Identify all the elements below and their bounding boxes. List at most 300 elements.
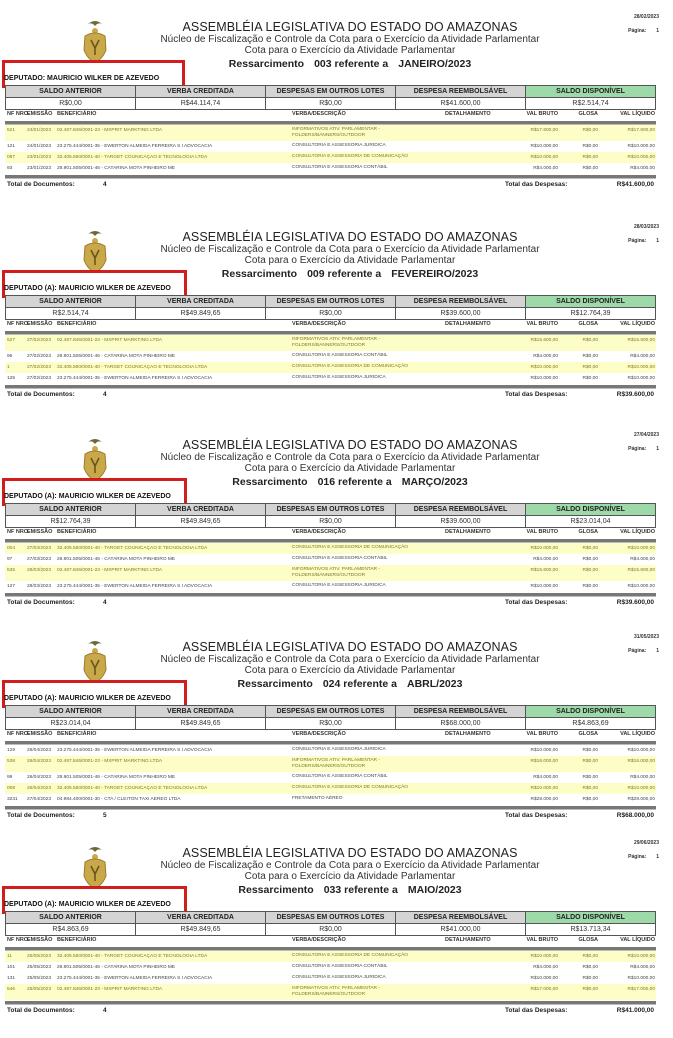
glosa-value: R$0,00: [582, 144, 598, 149]
summary-value-cell: R$39.600,00: [396, 516, 526, 528]
column-header: GLOSA: [578, 529, 598, 535]
column-header: DETALHAMENTO: [445, 731, 491, 737]
net-value: R$10.000,00: [627, 546, 655, 551]
summary-header-cell: VERBA CREDITADA: [136, 86, 266, 98]
report-meta: [628, 14, 659, 34]
column-header: VAL BRUTO: [526, 321, 558, 327]
emission-date: 26/04/2023: [27, 759, 52, 764]
gross-value: R$10.000,00: [530, 546, 558, 551]
summary-header-cell: DESPESAS EM OUTROS LOTES: [266, 296, 396, 308]
glosa-value: R$0,00: [582, 786, 598, 791]
beneficiary: 23.275.444/0001-35 - EWERTON ALMEIDA FERREIRA S I ADVOCACIA: [57, 376, 213, 381]
glosa-value: R$0,00: [582, 965, 598, 970]
glosa-value: R$0,00: [582, 748, 598, 753]
column-header: EMISSÃO: [27, 937, 53, 943]
report-page: [0, 222, 673, 422]
summary-header-row: [6, 296, 656, 308]
table-row: [5, 163, 656, 174]
glosa-value: R$0,00: [582, 338, 598, 343]
emission-date: 25/05/2023: [27, 976, 52, 981]
emission-date: 26/04/2023: [27, 748, 52, 753]
beneficiary: 04.984.400/0001-30 - CTA / CLEITON TAXI AEREO LTDA: [57, 797, 181, 802]
summary-header-cell: DESPESA REEMBOLSÁVEL: [396, 706, 526, 718]
expense-description: INFORMATIVOS ATIV. PARLAMENTAR - FOLDERS/BANNERS/OUTDOOR: [292, 127, 380, 138]
column-header: BENEFICIÁRIO: [57, 529, 97, 535]
summary-header-row: [6, 706, 656, 718]
column-header: VERBA/DESCRIÇÃO: [292, 529, 346, 535]
deputy-name: DEPUTADO (A): MAURICIO WILKER DE AZEVEDO: [4, 695, 171, 702]
deputy-highlight-box: [2, 680, 187, 708]
net-value: R$4.000,00: [630, 775, 655, 780]
column-header: GLOSA: [578, 321, 598, 327]
table-row: [5, 973, 656, 984]
gross-value: R$15.600,00: [530, 568, 558, 573]
coat-of-arms-icon: [80, 18, 110, 64]
total-docs-label: Total de Documentos:: [7, 181, 75, 188]
glosa-value: R$0,00: [582, 584, 598, 589]
report-footer: [5, 1007, 656, 1017]
expense-description: INFORMATIVOS ATIV. PARLAMENTAR - FOLDERS/BANNERS/OUTDOOR: [292, 567, 380, 578]
beneficiary: 23.275.444/0001-35 - EWERTON ALMEIDA FERREIRA S I ADVOCACIA: [57, 976, 213, 981]
net-value: R$17.000,00: [627, 987, 655, 992]
column-header: BENEFICIÁRIO: [57, 111, 97, 117]
nf-number: 99: [7, 775, 13, 780]
column-header: NF NRO.: [7, 937, 30, 943]
glosa-value: R$0,00: [582, 954, 598, 959]
emission-date: 27/02/2023: [27, 376, 52, 381]
nf-number: 3231: [7, 797, 18, 802]
table-row: [5, 565, 656, 581]
institution-title: ASSEMBLÉIA LEGISLATIVA DO ESTADO DO AMAZONAS: [182, 230, 518, 244]
report-footer: [5, 599, 656, 609]
summary-header-cell: DESPESA REEMBOLSÁVEL: [396, 86, 526, 98]
summary-value-cell: R$68.000,00: [396, 718, 526, 730]
institution-title: ASSEMBLÉIA LEGISLATIVA DO ESTADO DO AMAZONAS: [182, 846, 518, 860]
column-header: VERBA/DESCRIÇÃO: [292, 111, 346, 117]
summary-value-row: [6, 718, 656, 730]
glosa-value: R$0,00: [582, 354, 598, 359]
expense-description: CONSULTORIA E ASSESSORIA DE COMUNICAÇÃO: [292, 785, 409, 790]
beneficiary: 02.487.846/0001-23 - MXPRIT MARKTING LTDA: [57, 568, 163, 573]
report-meta: [628, 432, 659, 452]
summary-header-cell: SALDO DISPONÍVEL: [526, 296, 656, 308]
ressarcimento-line: [140, 58, 560, 70]
ressarcimento-line: [140, 678, 560, 690]
summary-value-cell: R$0,00: [266, 516, 396, 528]
table-row: [5, 962, 656, 973]
ressarcimento-period: MARÇO/2023: [401, 476, 468, 488]
column-header: EMISSÃO: [27, 111, 53, 117]
ressarcimento-number: 003 referente a: [314, 58, 389, 70]
summary-header-cell: SALDO ANTERIOR: [6, 504, 136, 516]
net-value: R$10.000,00: [627, 748, 655, 753]
expense-description: CONSULTORIA E ASSESSORIA CONTÁBIL: [292, 556, 388, 561]
ressarcimento-label: Ressarcimento: [221, 268, 298, 280]
summary-header-cell: SALDO ANTERIOR: [6, 296, 136, 308]
title-block: [140, 438, 560, 488]
total-desp-value: R$39.600,00: [616, 391, 654, 398]
footer-rule: [5, 175, 656, 179]
net-value: R$10.000,00: [627, 144, 655, 149]
nf-number: 131: [7, 976, 16, 981]
beneficiary: 28.901.505/0001-46 - CATARINA MOTA PINHEIRO ME: [57, 557, 176, 562]
glosa-value: R$0,00: [582, 775, 598, 780]
gross-value: R$4.000,00: [533, 557, 558, 562]
table-row: [5, 554, 656, 565]
total-docs-label: Total de Documentos:: [7, 1007, 75, 1014]
deputy-highlight-box: [2, 60, 185, 88]
nf-number: 538: [7, 759, 16, 764]
summary-value-row: [6, 924, 656, 936]
beneficiary: 02.487.846/0001-23 - MXPRIT MARKTING LTDA: [57, 128, 163, 133]
total-docs-value: 4: [103, 599, 107, 606]
deputy-highlight-box: [2, 478, 187, 506]
summary-value-cell: R$23.014,04: [6, 718, 136, 730]
net-value: R$10.000,00: [627, 786, 655, 791]
beneficiary: 28.901.505/0001-46 - CATARINA MOTA PINHEIRO ME: [57, 965, 176, 970]
ressarcimento-line: [140, 476, 560, 488]
column-header: VAL BRUTO: [526, 731, 558, 737]
beneficiary: 33.405.550/0001-40 - TARGET COUNICAÇAO E TECNOLOGIA LTDA: [57, 546, 208, 551]
ressarcimento-line: [140, 884, 560, 896]
gross-value: R$10.000,00: [530, 748, 558, 753]
column-header: BENEFICIÁRIO: [57, 937, 97, 943]
expense-description: CONSULTORIA E ASSESSORIA CONTÁBIL: [292, 165, 388, 170]
summary-value-row: [6, 98, 656, 110]
total-desp-label: Total das Despesas:: [505, 599, 568, 606]
glosa-value: R$0,00: [582, 987, 598, 992]
summary-value-cell: R$49.849,65: [136, 516, 266, 528]
emission-date: 27/02/2023: [27, 338, 52, 343]
net-value: R$4.000,00: [630, 166, 655, 171]
page-number: 1: [656, 854, 659, 860]
deputy-highlight-box: [2, 886, 187, 914]
glosa-value: R$0,00: [582, 376, 598, 381]
summary-header-cell: SALDO DISPONÍVEL: [526, 504, 656, 516]
summary-value-cell: R$0,00: [266, 98, 396, 110]
column-header: DETALHAMENTO: [445, 937, 491, 943]
nf-number: 546: [7, 987, 16, 992]
net-value: R$17.600,00: [627, 128, 655, 133]
report-date: 28/02/2023: [633, 14, 659, 20]
deputy-name: DEPUTADO (A): MAURICIO WILKER DE AZEVEDO: [4, 901, 171, 908]
report-meta: [628, 224, 659, 244]
title-block: [140, 20, 560, 70]
column-header: EMISSÃO: [27, 731, 53, 737]
summary-header-cell: SALDO ANTERIOR: [6, 86, 136, 98]
title-block: [140, 230, 560, 280]
beneficiary: 33.405.550/0001-40 - TARGET COUNICAÇAO E TECNOLOGIA LTDA: [57, 155, 208, 160]
page-label: Página:: [628, 854, 647, 860]
items-column-headers: [5, 937, 656, 947]
footer-rule: [5, 806, 656, 810]
gross-value: R$4.000,00: [533, 354, 558, 359]
nf-number: 521: [7, 128, 16, 133]
report-footer: [5, 391, 656, 401]
emission-date: 25/05/2023: [27, 954, 52, 959]
summary-header-cell: DESPESA REEMBOLSÁVEL: [396, 912, 526, 924]
beneficiary: 23.275.444/0001-35 - EWERTON ALMEIDA FERREIRA S I ADVOCACIA: [57, 584, 213, 589]
beneficiary: 28.901.505/0001-46 - CATARINA MOTA PINHEIRO ME: [57, 354, 176, 359]
column-header: VERBA/DESCRIÇÃO: [292, 731, 346, 737]
items-table: [5, 125, 656, 174]
ressarcimento-period: JANEIRO/2023: [398, 58, 472, 70]
summary-header-cell: VERBA CREDITADA: [136, 912, 266, 924]
net-value: R$4.000,00: [630, 965, 655, 970]
summary-header-row: [6, 912, 656, 924]
nf-number: 1: [7, 365, 10, 370]
gross-value: R$10.000,00: [530, 365, 558, 370]
summary-value-cell: R$41.600,00: [396, 98, 526, 110]
column-header: VERBA/DESCRIÇÃO: [292, 937, 346, 943]
subtitle-2: Cota para o Exercício da Atividade Parlamentar: [244, 45, 456, 56]
report-date: 28/03/2023: [633, 224, 659, 230]
table-row: [5, 351, 656, 362]
glosa-value: R$0,00: [582, 166, 598, 171]
subtitle-1: Núcleo de Fiscalização e Controle da Cota para o Exercício da Atividade Parlamentar: [160, 244, 540, 255]
column-header: VAL LÍQUIDO: [620, 937, 655, 943]
column-header: DETALHAMENTO: [445, 321, 491, 327]
report-footer: [5, 181, 656, 191]
summary-value-cell: R$44.114,74: [136, 98, 266, 110]
deputy-name: DEPUTADO: MAURICIO WILKER DE AZEVEDO: [4, 75, 160, 82]
column-header: VAL LÍQUIDO: [620, 529, 655, 535]
nf-number: 008: [7, 786, 16, 791]
nf-number: 125: [7, 376, 16, 381]
report-meta: [628, 840, 659, 860]
column-header: VAL LÍQUIDO: [620, 111, 655, 117]
ressarcimento-period: ABRL/2023: [406, 678, 463, 690]
expense-description: CONSULTORIA E ASSESSORIA JURIDICA: [292, 143, 386, 148]
expense-description: CONSULTORIA E ASSESSORIA CONTÁBIL: [292, 964, 388, 969]
total-docs-value: 5: [103, 812, 107, 819]
table-row: [5, 152, 656, 163]
gross-value: R$10.000,00: [530, 155, 558, 160]
column-header: GLOSA: [578, 111, 598, 117]
summary-header-cell: SALDO ANTERIOR: [6, 912, 136, 924]
expense-description: INFORMATIVOS ATIV. PARLAMENTAR - FOLDERS/BANNERS/OUTDOOR: [292, 758, 380, 769]
nf-number: 129: [7, 748, 16, 753]
net-value: R$10.000,00: [627, 954, 655, 959]
column-header: EMISSÃO: [27, 321, 53, 327]
page-number: 1: [656, 28, 659, 34]
page-number: 1: [656, 648, 659, 654]
summary-value-cell: R$12.764,39: [6, 516, 136, 528]
total-desp-label: Total das Despesas:: [505, 181, 568, 188]
net-value: R$16.000,00: [627, 759, 655, 764]
glosa-value: R$0,00: [582, 155, 598, 160]
gross-value: R$10.000,00: [530, 584, 558, 589]
emission-date: 25/05/2023: [27, 965, 52, 970]
total-docs-label: Total de Documentos:: [7, 599, 75, 606]
total-docs-value: 4: [103, 391, 107, 398]
net-value: R$4.000,00: [630, 557, 655, 562]
table-row: [5, 141, 656, 152]
table-row: [5, 794, 656, 805]
beneficiary: 23.275.444/0001-35 - EWERTON ALMEIDA FERREIRA S I ADVOCACIA: [57, 748, 213, 753]
column-header: DETALHAMENTO: [445, 529, 491, 535]
summary-value-cell: R$23.014,04: [526, 516, 656, 528]
total-desp-label: Total das Despesas:: [505, 812, 568, 819]
table-row: [5, 335, 656, 351]
report-page: [0, 632, 673, 832]
summary-value-cell: R$4.863,69: [6, 924, 136, 936]
coat-of-arms-icon: [80, 436, 110, 482]
gross-value: R$4.000,00: [533, 166, 558, 171]
nf-number: 535: [7, 568, 16, 573]
report-date: 27/04/2023: [633, 432, 659, 438]
net-value: R$28.000,00: [627, 797, 655, 802]
beneficiary: 02.487.846/0001-23 - MXPRIT MARKTING LTDA: [57, 759, 163, 764]
gross-value: R$10.000,00: [530, 144, 558, 149]
report-meta: [628, 634, 659, 654]
table-row: [5, 125, 656, 141]
expense-description: CONSULTORIA E ASSESSORIA DE COMUNICAÇÃO: [292, 953, 409, 958]
column-header: GLOSA: [578, 937, 598, 943]
nf-number: 527: [7, 338, 16, 343]
ressarcimento-number: 009 referente a: [307, 268, 382, 280]
total-docs-value: 4: [103, 181, 107, 188]
subtitle-2: Cota para o Exercício da Atividade Parlamentar: [244, 463, 456, 474]
expense-description: CONSULTORIA E ASSESSORIA JURIDICA: [292, 747, 386, 752]
footer-rule: [5, 593, 656, 597]
emission-date: 26/04/2023: [27, 775, 52, 780]
expense-description: INFORMATIVOS ATIV. PARLAMENTAR - FOLDERS/BANNERS/OUTDOOR: [292, 986, 380, 997]
table-row: [5, 362, 656, 373]
net-value: R$10.000,00: [627, 584, 655, 589]
total-desp-value: R$41.600,00: [616, 181, 654, 188]
table-row: [5, 543, 656, 554]
institution-title: ASSEMBLÉIA LEGISLATIVA DO ESTADO DO AMAZONAS: [182, 20, 518, 34]
gross-value: R$10.000,00: [530, 976, 558, 981]
emission-date: 28/03/2023: [27, 584, 52, 589]
nf-number: 97: [7, 557, 13, 562]
deputy-name: DEPUTADO (A): MAURICIO WILKER DE AZEVEDO: [4, 493, 171, 500]
ressarcimento-number: 016 referente a: [317, 476, 392, 488]
emission-date: 27/03/2023: [27, 546, 52, 551]
total-desp-label: Total das Despesas:: [505, 1007, 568, 1014]
page-label: Página:: [628, 446, 647, 452]
gross-value: R$15.600,00: [530, 338, 558, 343]
expense-description: CONSULTORIA E ASSESSORIA CONTÁBIL: [292, 353, 388, 358]
beneficiary: 33.405.550/0001-40 - TARGET COUNICAÇAO E TECNOLOGIA LTDA: [57, 365, 208, 370]
summary-value-cell: R$49.849,65: [136, 718, 266, 730]
ressarcimento-period: MAIO/2023: [407, 884, 462, 896]
expense-description: CONSULTORIA E ASSESSORIA JURIDICA: [292, 375, 386, 380]
nf-number: 121: [7, 144, 16, 149]
report-date: 31/05/2023: [633, 634, 659, 640]
beneficiary: 33.405.550/0001-40 - TARGET COUNICAÇAO E TECNOLOGIA LTDA: [57, 786, 208, 791]
nf-number: 11: [7, 954, 12, 959]
summary-header-row: [6, 86, 656, 98]
expense-description: FRETAMENTO AÉREO: [292, 796, 343, 801]
column-header: DETALHAMENTO: [445, 111, 491, 117]
emission-date: 26/04/2023: [27, 786, 52, 791]
summary-header-cell: SALDO ANTERIOR: [6, 706, 136, 718]
ressarcimento-label: Ressarcimento: [232, 476, 308, 488]
total-desp-value: R$39.600,00: [616, 599, 654, 606]
nf-number: 95: [7, 354, 13, 359]
nf-number: 101: [7, 965, 16, 970]
net-value: R$4.000,00: [630, 354, 655, 359]
emission-date: 24/01/2023: [27, 128, 52, 133]
glosa-value: R$0,00: [582, 797, 598, 802]
report-footer: [5, 812, 656, 822]
summary-value-cell: R$13.713,34: [526, 924, 656, 936]
report-page: [0, 12, 673, 212]
glosa-value: R$0,00: [582, 546, 598, 551]
items-column-headers: [5, 731, 656, 741]
nf-number: 004: [7, 546, 16, 551]
net-value: R$10.000,00: [627, 365, 655, 370]
items-table: [5, 543, 656, 592]
report-date: 29/06/2023: [633, 840, 659, 846]
summary-header-cell: DESPESAS EM OUTROS LOTES: [266, 86, 396, 98]
nf-number: 087: [7, 155, 16, 160]
beneficiary: 28.901.505/0001-46 - CATARINA MOTA PINHEIRO ME: [57, 775, 176, 780]
glosa-value: R$0,00: [582, 568, 598, 573]
gross-value: R$10.000,00: [530, 786, 558, 791]
column-header: VAL BRUTO: [526, 111, 558, 117]
table-row: [5, 373, 656, 384]
subtitle-1: Núcleo de Fiscalização e Controle da Cota para o Exercício da Atividade Parlamentar: [160, 654, 540, 665]
items-column-headers: [5, 321, 656, 331]
summary-value-row: [6, 308, 656, 320]
emission-date: 23/01/2023: [27, 155, 52, 160]
emission-date: 27/02/2023: [27, 354, 52, 359]
emission-date: 28/03/2023: [27, 568, 52, 573]
gross-value: R$28.000,00: [530, 797, 558, 802]
table-row: [5, 951, 656, 962]
beneficiary: 33.405.550/0001-40 - TARGET COUNICAÇAO E TECNOLOGIA LTDA: [57, 954, 208, 959]
net-value: R$15.600,00: [627, 568, 655, 573]
column-header: NF NRO.: [7, 731, 30, 737]
ressarcimento-period: FEVEREIRO/2023: [391, 268, 479, 280]
emission-date: 27/03/2023: [27, 557, 52, 562]
beneficiary: 28.901.505/0001-46 - CATARINA MOTA PINHEIRO ME: [57, 166, 176, 171]
net-value: R$10.000,00: [627, 976, 655, 981]
expense-description: CONSULTORIA E ASSESSORIA DE COMUNICAÇÃO: [292, 364, 409, 369]
gross-value: R$10.000,00: [530, 954, 558, 959]
gross-value: R$4.000,00: [533, 965, 558, 970]
summary-header-cell: SALDO DISPONÍVEL: [526, 706, 656, 718]
column-header: VERBA/DESCRIÇÃO: [292, 321, 346, 327]
page-label: Página:: [628, 648, 647, 654]
column-header: NF NRO.: [7, 321, 30, 327]
emission-date: 27/02/2023: [27, 365, 52, 370]
items-table: [5, 335, 656, 384]
expense-description: CONSULTORIA E ASSESSORIA DE COMUNICAÇÃO: [292, 545, 409, 550]
summary-value-cell: R$4.863,69: [526, 718, 656, 730]
summary-header-cell: VERBA CREDITADA: [136, 706, 266, 718]
summary-header-cell: SALDO DISPONÍVEL: [526, 86, 656, 98]
page-label: Página:: [628, 28, 647, 34]
column-header: VAL LÍQUIDO: [620, 731, 655, 737]
glosa-value: R$0,00: [582, 365, 598, 370]
ressarcimento-label: Ressarcimento: [228, 58, 305, 70]
summary-header-cell: DESPESAS EM OUTROS LOTES: [266, 504, 396, 516]
summary-value-cell: R$41.000,00: [396, 924, 526, 936]
summary-header-cell: VERBA CREDITADA: [136, 296, 266, 308]
column-header: BENEFICIÁRIO: [57, 731, 97, 737]
total-docs-label: Total de Documentos:: [7, 391, 75, 398]
column-header: BENEFICIÁRIO: [57, 321, 97, 327]
expense-description: CONSULTORIA E ASSESSORIA JURIDICA: [292, 975, 386, 980]
deputy-name: DEPUTADO (A): MAURICIO WILKER DE AZEVEDO: [4, 285, 171, 292]
nf-number: 127: [7, 584, 16, 589]
gross-value: R$17.600,00: [530, 128, 558, 133]
footer-rule: [5, 1001, 656, 1005]
